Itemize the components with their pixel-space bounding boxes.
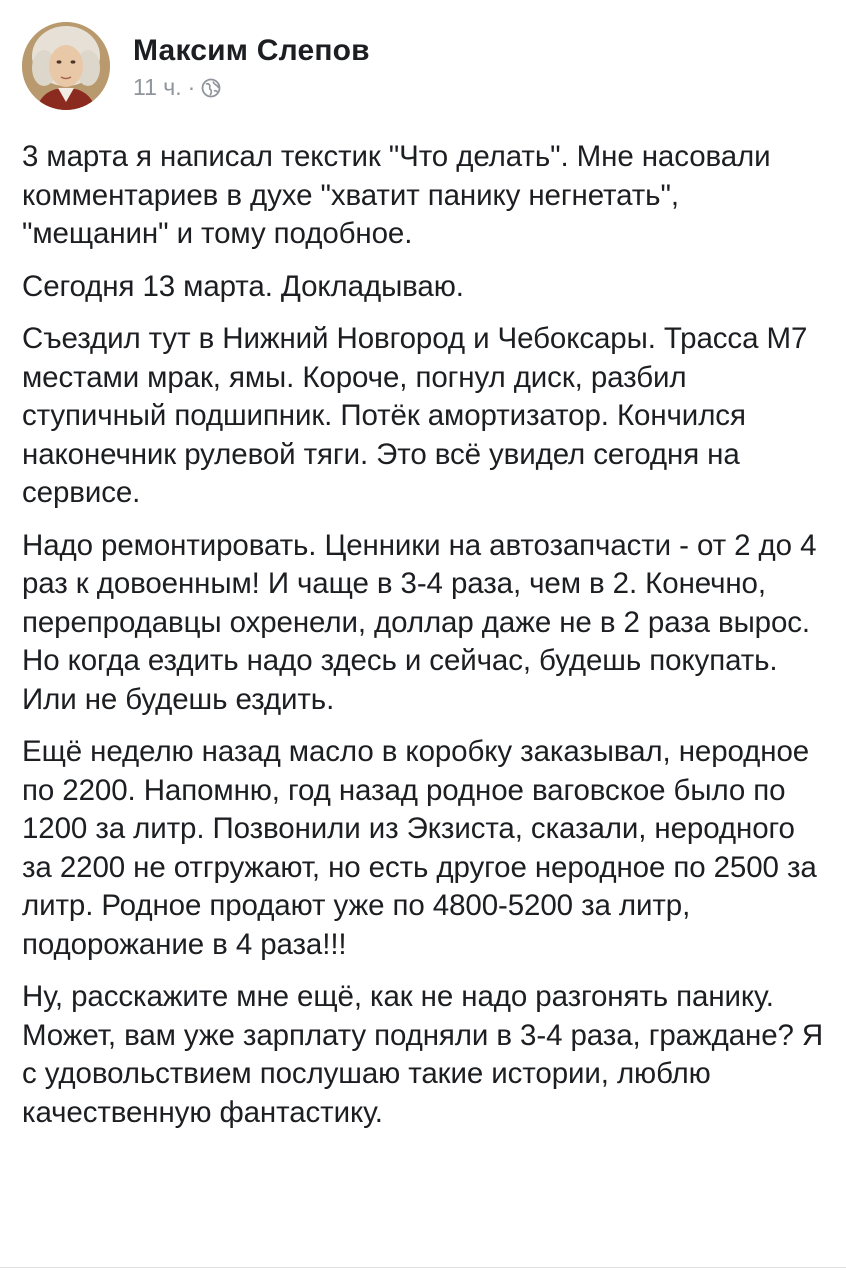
avatar-portrait-icon bbox=[22, 22, 110, 110]
post-header bbox=[22, 22, 370, 110]
post-paragraph: Надо ремонтировать. Ценники на автозапчасти - от 2 до 4 раз к довоенным! И чаще в 3-4 раза, чем в 2. Конечно, перепродавцы охренели, доллар даже не в 2 раза вырос. Но когда ездить надо здесь и сейчас, будешь покупать. Или не будешь ездить. bbox=[22, 528, 817, 716]
post-paragraph: Съездил тут в Нижний Новгород и Чебоксары. Трасса М7 местами мрак, ямы. Короче, погнул диск, разбил ступичный подшипник. Потёк амортизатор. Кончился наконечник рулевой тяги. Это всё увидел сегодня на сервисе. bbox=[22, 322, 808, 509]
post-paragraph: Ну, расскажите мне ещё, как не надо разгонять панику. Может, вам уже зарплату подняли в 3-4 раза, граждане? Я с удовольствием послушаю такие истории, люблю качественную фантастику. bbox=[22, 980, 824, 1129]
post-timestamp[interactable]: 11 ч. bbox=[133, 74, 182, 100]
post-paragraph: Сегодня 13 марта. Докладываю. bbox=[22, 269, 464, 303]
globe-icon[interactable] bbox=[201, 77, 221, 97]
post-meta bbox=[133, 22, 370, 100]
author-name[interactable]: Максим Слепов bbox=[133, 34, 370, 67]
avatar[interactable] bbox=[22, 22, 110, 110]
post-paragraph: 3 марта я написал текстик "Что делать". Мне насовали комментариев в духе "хватит панику негнетать", "мещанин" и тому подобное. bbox=[22, 140, 771, 250]
post-paragraph: Ещё неделю назад масло в коробку заказывал, неродное по 2200. Напомню, год назад родное ваговское было по 1200 за литр. Позвонили из Экзиста, сказали, неродного за 2200 не отгружают, но есть другое неродное по 2500 за литр. Родное продают уже по 4800-5200 за литр, подорожание в 4 раза!!! bbox=[22, 735, 817, 961]
bottom-divider bbox=[0, 1267, 846, 1268]
post-body bbox=[22, 138, 826, 1146]
separator-dot: · bbox=[187, 74, 196, 100]
timestamp-row bbox=[133, 74, 370, 100]
